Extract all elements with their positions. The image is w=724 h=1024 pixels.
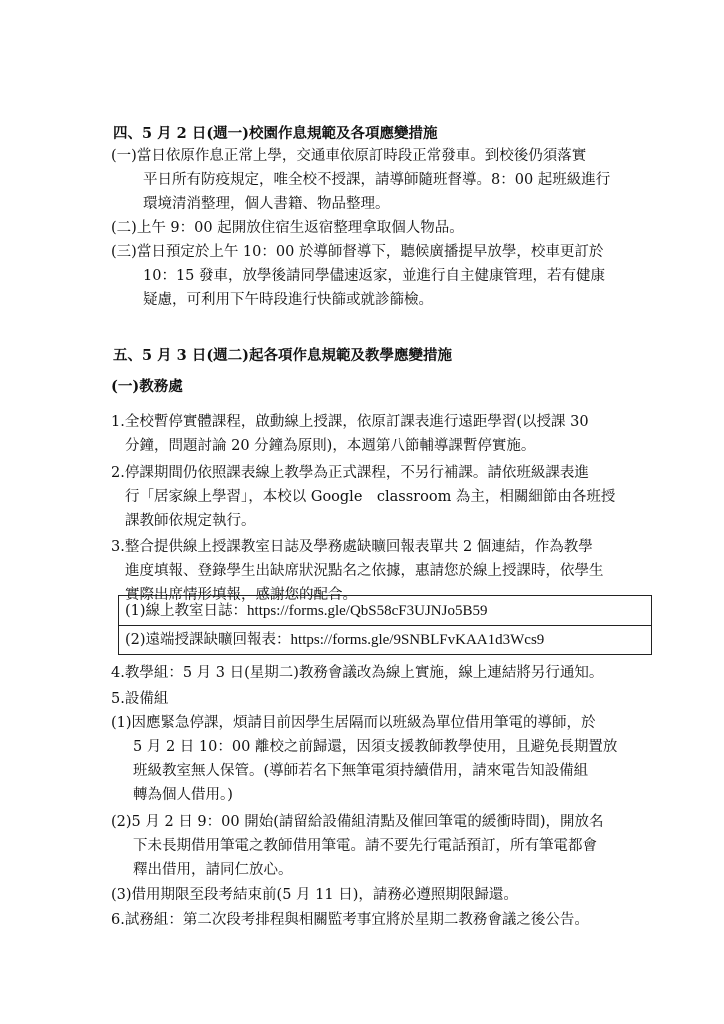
section4-item2: (二)上午 9：00 起開放住宿生返宿整理拿取個人物品。 [111, 220, 464, 236]
link2-row [125, 630, 544, 650]
section4-item3-line1: (三)當日預定於上午 10：00 於導師督導下，聽候廣播提早放學，校車更訂於 [111, 244, 604, 260]
section4-heading: 四、5 月 2 日(週一)校園作息規範及各項應變措施 [113, 125, 438, 142]
links-box [118, 595, 652, 655]
section4-item3-line3: 疑慮，可利用下午時段進行快篩或就診篩檢。 [143, 292, 433, 308]
section5-heading: 五、5 月 3 日(週二)起各項作息規範及教學應變措施 [113, 347, 453, 364]
section5-p2-line1: 2.停課期間仍依照課表線上教學為正式課程，不另行補課。請依班級課表進 [111, 465, 589, 481]
section4-item1-line2: 平日所有防疫規定，唯全校不授課，請導師隨班督導。8：00 起班級進行 [143, 172, 611, 188]
section5-p5b-line3: 釋出借用，請同仁放心。 [133, 862, 293, 878]
section5-p5a-line1: (1)因應緊急停課，煩請目前因學生居隔而以班級為單位借用筆電的導師，於 [111, 715, 596, 731]
link1-label: (1)線上教室日誌： [125, 603, 248, 619]
section5-p3-line1: 3.整合提供線上授課教室日誌及學務處缺曠回報表單共 2 個連結，作為教學 [111, 539, 593, 555]
section5-p3-line2: 進度填報、登錄學生出缺席狀況點名之依據，惠請您於線上授課時，依學生 [125, 563, 604, 579]
section5-subheading: (一)教務處 [111, 378, 183, 395]
section5-p5c: (3)借用期限至段考結束前(5 月 11 日)，請務必遵照期限歸還。 [111, 887, 518, 903]
link1-row [125, 601, 487, 621]
section5-p3-line3: 實際出席情形填報，感謝您的配合。 [125, 587, 357, 603]
link1-url[interactable]: https://forms.gle/QbS58cF3UJNJo5B59 [247, 603, 488, 619]
links-box-divider [119, 625, 651, 626]
section5-p5: 5.設備組 [111, 691, 169, 707]
section4-item3-line2: 10：15 發車，放學後請同學儘速返家，並進行自主健康管理，若有健康 [143, 268, 606, 284]
section5-p5b-line2: 下未長期借用筆電之教師借用筆電。請不要先行電話預訂，所有筆電都會 [133, 838, 597, 854]
link2-url[interactable]: https://forms.gle/9SNBLFvKAA1d3Wcs9 [290, 632, 545, 648]
section5-p5a-line2: 5 月 2 日 10：00 離校之前歸還，因須支援教師教學使用，且避免長期置放 [133, 739, 618, 755]
section5-p1-line2: 分鐘，問題討論 20 分鐘為原則)，本週第八節輔導課暫停實施。 [125, 438, 536, 454]
section5-p5a-line4: 轉為個人借用。) [133, 787, 233, 803]
section5-p6: 6.試務組：第二次段考排程與相關監考事宜將於星期二教務會議之後公告。 [111, 912, 589, 928]
section5-p2-line3: 課教師依規定執行。 [125, 513, 256, 529]
section5-p2-line2: 行「居家線上學習」，本校以 Google classroom 為主，相關細節由各班授 [125, 489, 616, 505]
section5-p5a-line3: 班級教室無人保管。(導師若名下無筆電須持續借用，請來電告知設備組 [133, 763, 589, 779]
section4-item1-line1: (一)當日依原作息正常上學，交通車依原訂時段正常發車。到校後仍須落實 [111, 148, 587, 164]
section4-item1-line3: 環境清消整理，個人書籍、物品整理。 [143, 196, 390, 212]
section5-p4: 4.教學組：5 月 3 日(星期二)教務會議改為線上實施，線上連結將另行通知。 [111, 665, 604, 681]
section5-p1-line1: 1.全校暫停實體課程，啟動線上授課，依原訂課表進行遠距學習(以授課 30 [111, 414, 589, 430]
section5-p5b-line1: (2)5 月 2 日 9：00 開始(請留給設備組清點及催回筆電的緩衝時間)，開放名 [111, 814, 604, 830]
link2-label: (2)遠端授課缺曠回報表： [125, 632, 291, 648]
